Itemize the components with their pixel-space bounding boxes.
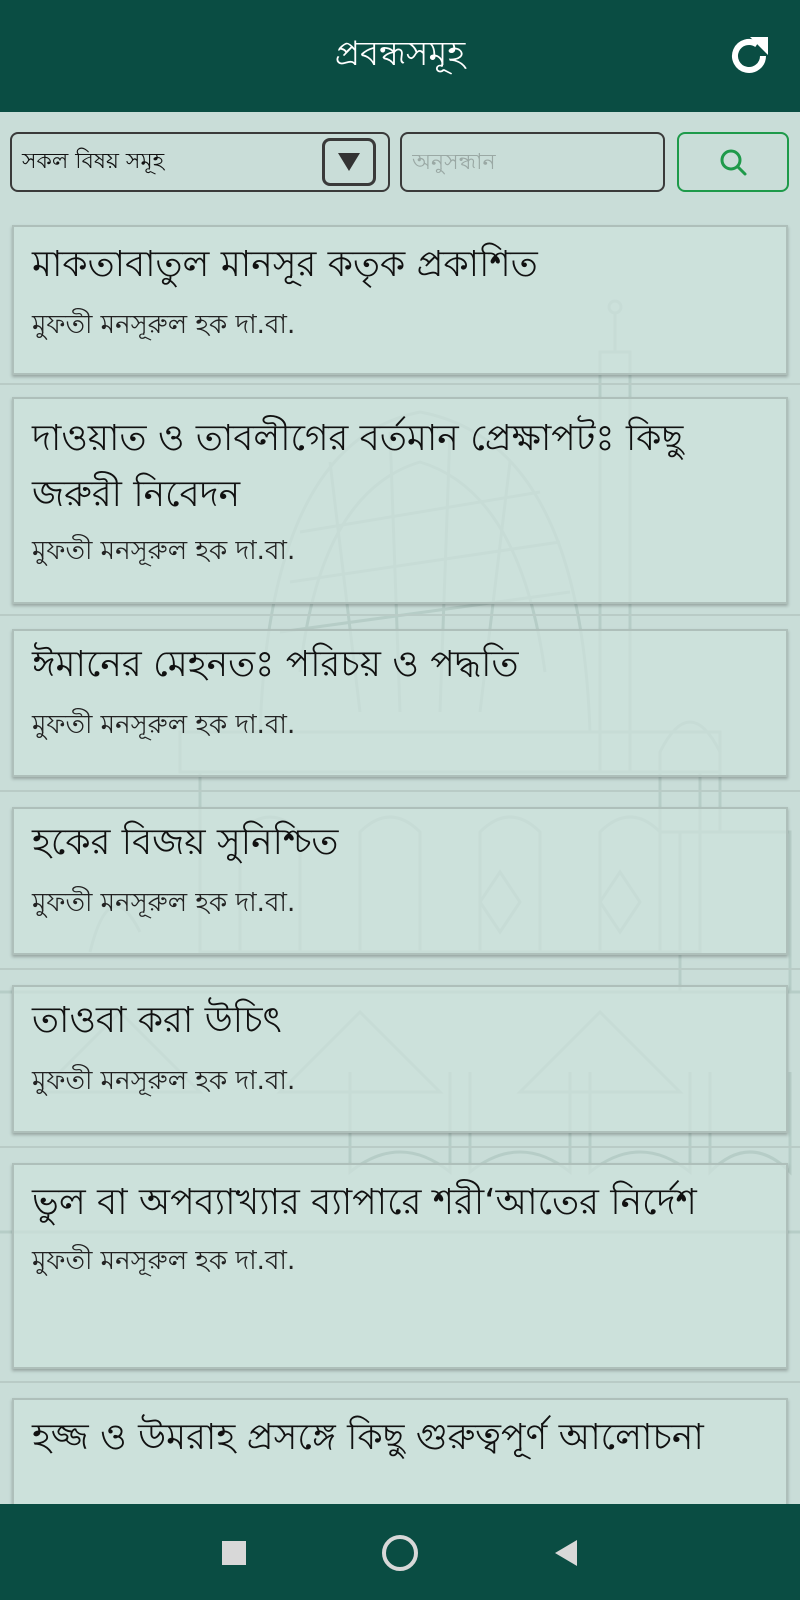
- article-card[interactable]: [12, 397, 788, 604]
- page-title: প্রবন্ধসমূহ: [334, 33, 466, 74]
- article-card[interactable]: [12, 807, 788, 955]
- category-select[interactable]: [10, 132, 390, 192]
- article-author: মুফতী মনসূরুল হক দা.বা.: [32, 1246, 296, 1276]
- square-icon: [221, 1540, 247, 1566]
- filter-bar: [0, 132, 800, 192]
- search-input[interactable]: [400, 132, 665, 192]
- article-title: ঈমানের মেহনতঃ পরিচয় ও পদ্ধতি: [32, 644, 519, 685]
- list-item[interactable]: [0, 225, 800, 385]
- dropdown-button[interactable]: [322, 138, 376, 186]
- article-title: তাওবা করা উচিৎ: [32, 1000, 282, 1041]
- list-item[interactable]: [0, 629, 800, 792]
- recent-apps-button[interactable]: [204, 1528, 264, 1578]
- list-item[interactable]: [0, 1398, 800, 1504]
- article-author: মুফতী মনসূরুল হক দা.বা.: [32, 1066, 296, 1096]
- article-card[interactable]: [12, 629, 788, 777]
- list-item[interactable]: [0, 397, 800, 616]
- home-button[interactable]: [370, 1528, 430, 1578]
- article-card[interactable]: [12, 1398, 788, 1504]
- article-title: হকের বিজয় সুনিশ্চিত: [32, 822, 339, 863]
- list-item[interactable]: [0, 1163, 800, 1383]
- search-button[interactable]: [677, 132, 789, 192]
- article-title: দাওয়াত ও তাবলীগের বর্তমান প্রেক্ষাপটঃ কিছু জরুরী নিবেদন: [32, 418, 684, 515]
- search-icon: [718, 147, 748, 177]
- back-button[interactable]: [536, 1528, 596, 1578]
- category-select-value: সকল বিষয় সমূহ: [22, 148, 165, 174]
- refresh-icon: [726, 33, 772, 79]
- app-bar: [0, 0, 800, 112]
- circle-icon: [380, 1533, 420, 1573]
- article-title: ভুল বা অপব্যাখ্যার ব্যাপারে শরী‘আতের নির্দেশ: [32, 1182, 697, 1223]
- article-author: মুফতী মনসূরুল হক দা.বা.: [32, 310, 296, 340]
- article-author: মুফতী মনসূরুল হক দা.বা.: [32, 536, 296, 566]
- article-author: মুফতী মনসূরুল হক দা.বা.: [32, 710, 296, 740]
- triangle-down-icon: [336, 151, 362, 173]
- article-card[interactable]: [12, 985, 788, 1133]
- system-navigation-bar: [0, 1504, 800, 1600]
- article-card[interactable]: [12, 1163, 788, 1369]
- article-title: হজ্জ ও উমরাহ প্রসঙ্গে কিছু গুরুত্বপূর্ণ আলোচনা: [32, 1417, 704, 1458]
- article-title: মাকতাবাতুল মানসূর কতৃক প্রকাশিত: [32, 244, 538, 285]
- article-author: মুফতী মনসূরুল হক দা.বা.: [32, 888, 296, 918]
- article-card[interactable]: [12, 225, 788, 375]
- list-item[interactable]: [0, 985, 800, 1148]
- content-area: [0, 112, 800, 1504]
- back-triangle-icon: [553, 1538, 579, 1568]
- list-item[interactable]: [0, 807, 800, 970]
- refresh-button[interactable]: [724, 28, 774, 84]
